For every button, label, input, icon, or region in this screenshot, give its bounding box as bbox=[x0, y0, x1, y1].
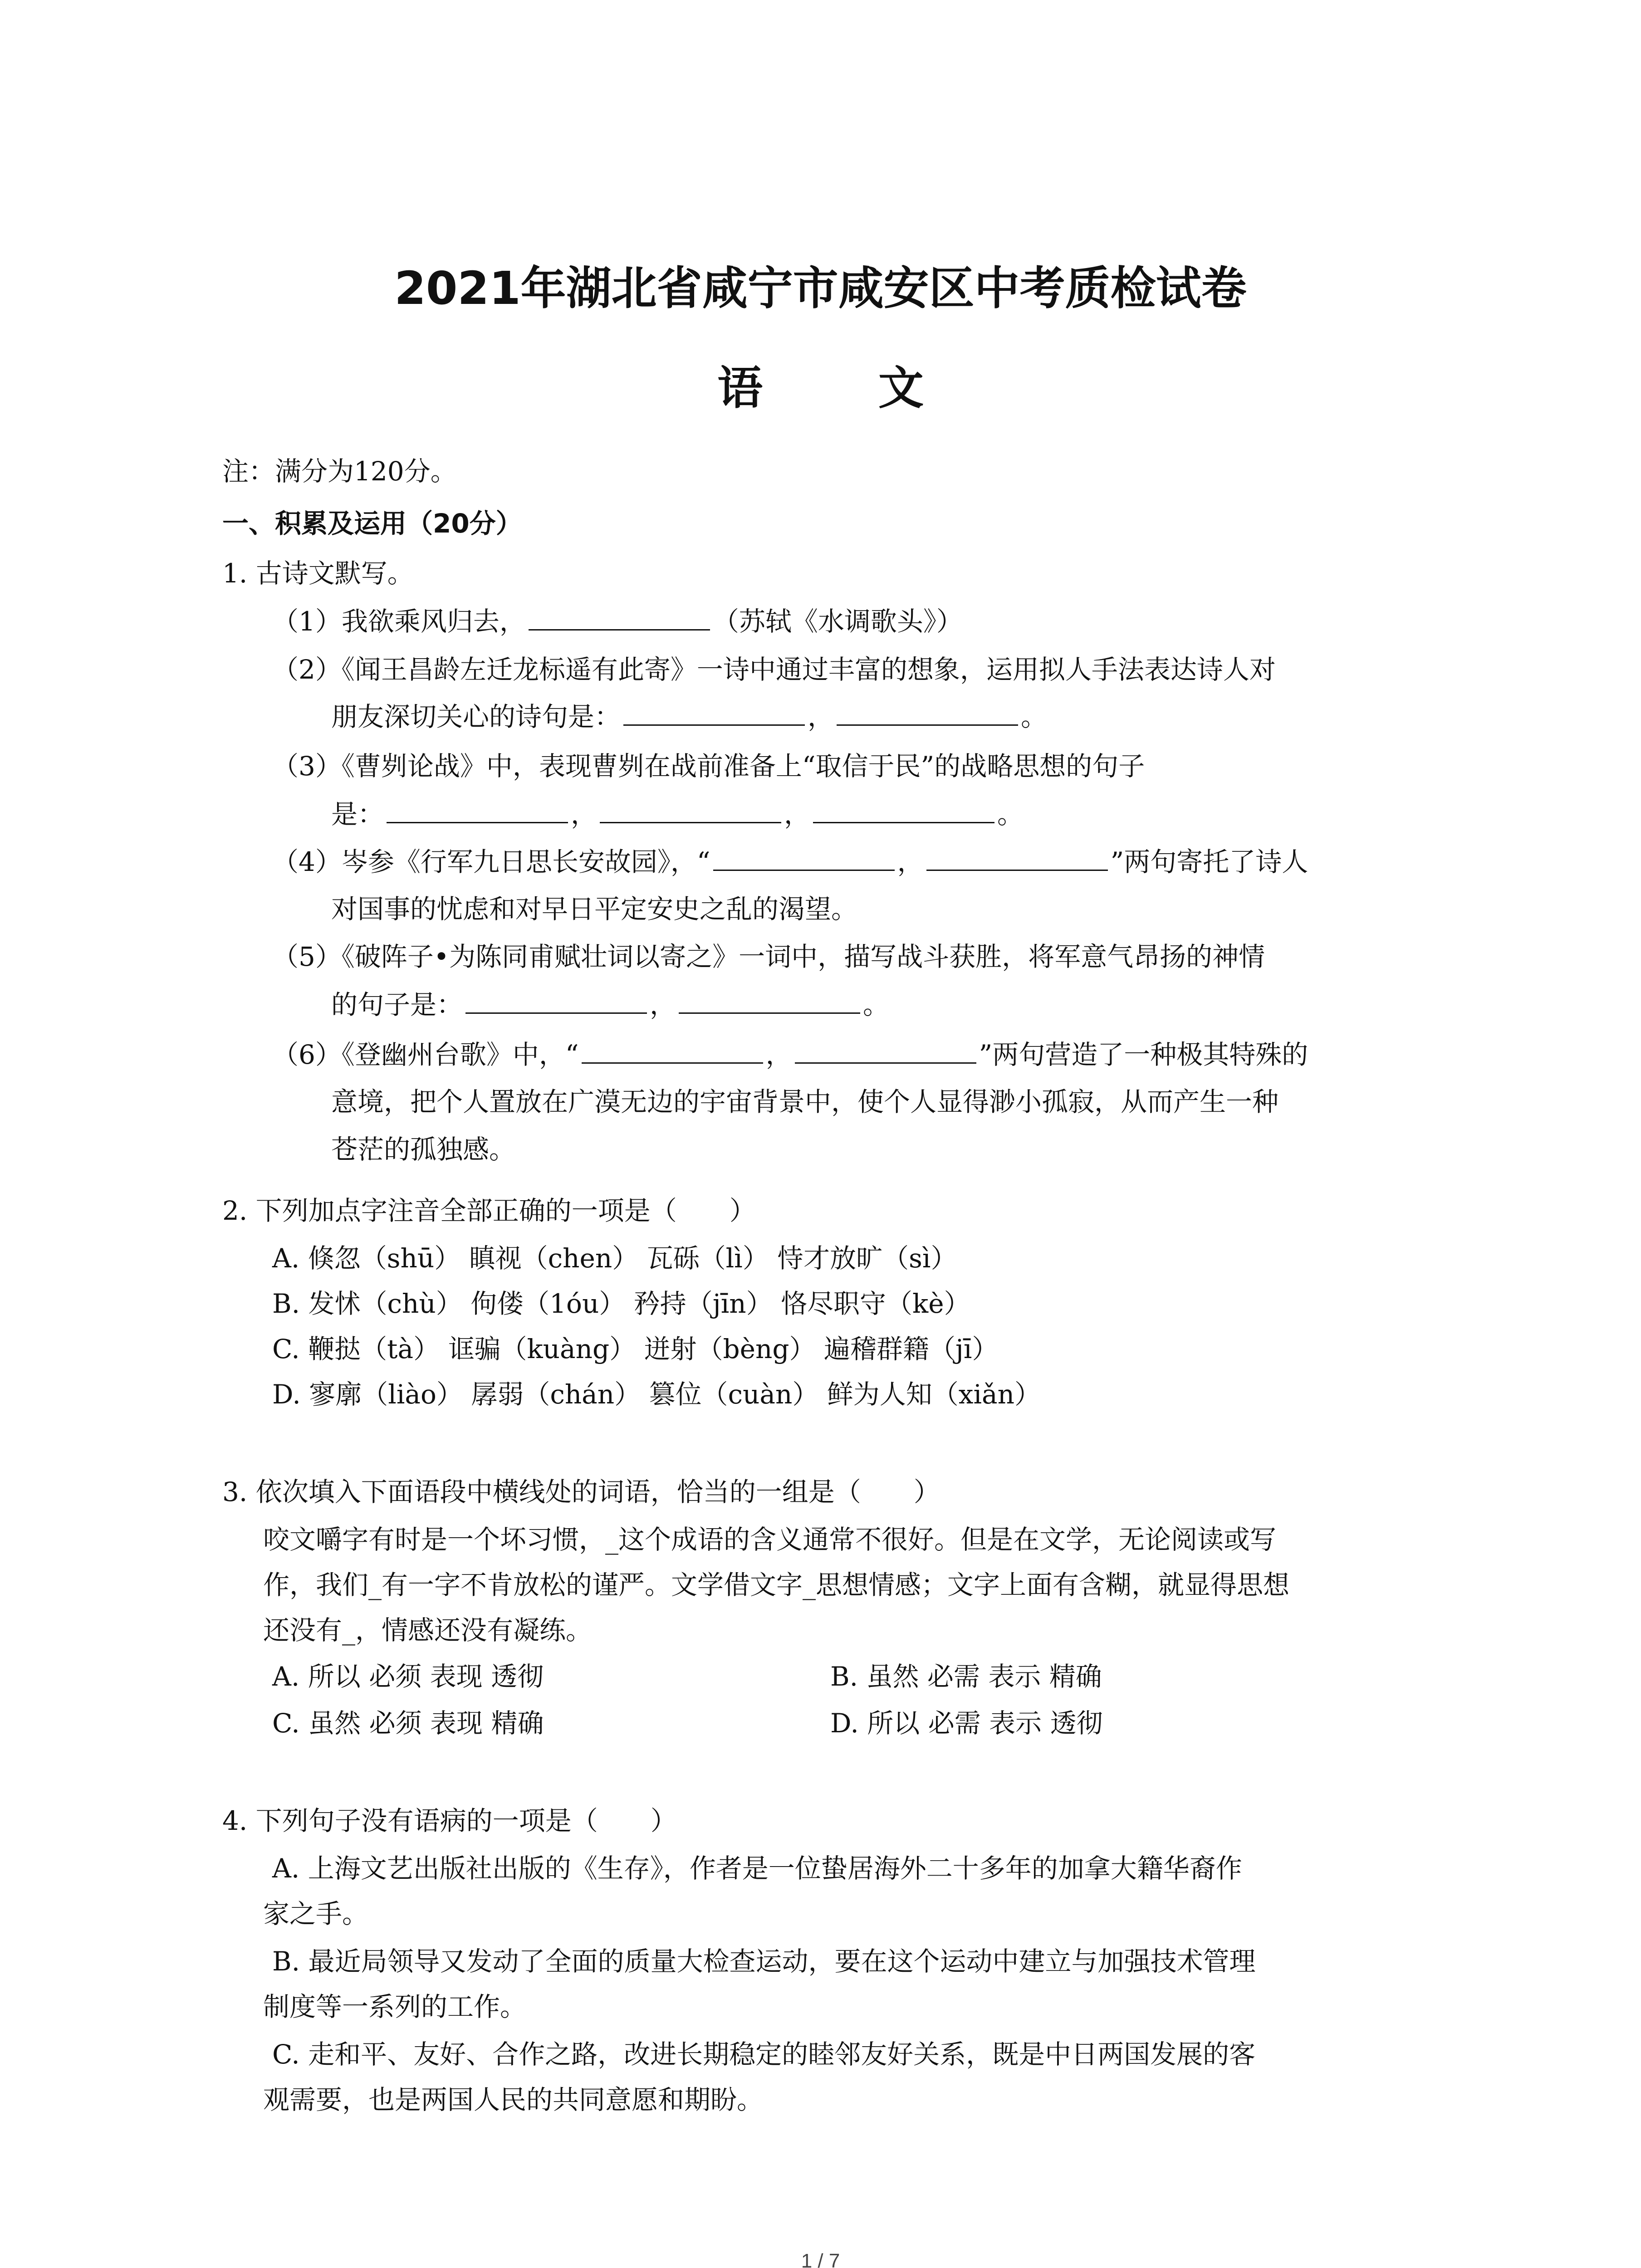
comma: ， bbox=[650, 989, 676, 1020]
q3-stem: 3. 依次填入下面语段中横线处的词语，恰当的一组是（ ） bbox=[222, 1476, 940, 1507]
q3-option-b[interactable]: B. 虽然 必需 表示 精确 bbox=[830, 1661, 1102, 1692]
comma: ， bbox=[808, 701, 834, 732]
q1-stem: 1. 古诗文默写。 bbox=[222, 558, 414, 589]
q3-option-a[interactable]: A. 所以 必须 表现 透彻 bbox=[272, 1661, 544, 1692]
q2-option-a[interactable]: A. 倏忽（shū） 瞋视（chen） 瓦砾（lì） 恃才放旷（sì） bbox=[272, 1243, 957, 1274]
answer-blank[interactable] bbox=[926, 846, 1108, 871]
q3-passage-line1: 咬文嚼字有时是一个坏习惯，_这个成语的含义通常不很好。但是在文学，无论阅读或写 bbox=[263, 1524, 1277, 1555]
q1-s2-label: （2） bbox=[272, 654, 342, 685]
answer-blank[interactable] bbox=[679, 989, 860, 1014]
q1-s5-text: 《破阵子•为陈同甫赋壮词以寄之》一词中，描写战斗获胜，将军意气昂扬的神情 bbox=[341, 941, 1265, 972]
answer-blank[interactable] bbox=[529, 606, 710, 631]
comma: ， bbox=[571, 799, 598, 830]
answer-blank[interactable] bbox=[713, 846, 895, 871]
q1-s1-text: 我欲乘风归去， bbox=[341, 606, 526, 637]
q1-item-5-line2 bbox=[331, 989, 889, 1021]
q1-item-1 bbox=[272, 606, 963, 638]
q2-option-d[interactable]: D. 寥廓（liào） 孱弱（chán） 篡位（cuàn） 鲜为人知（xiǎn） bbox=[272, 1379, 1041, 1410]
q1-s3-label: （3） bbox=[272, 751, 342, 782]
answer-blank[interactable] bbox=[623, 701, 805, 726]
q2-option-b[interactable]: B. 发怵（chù） 佝偻（1óu） 矜持（jīn） 恪尽职守（kè） bbox=[272, 1288, 970, 1319]
q1-s1-source: （苏轼《水调歌头》） bbox=[712, 606, 963, 637]
q1-s4-text: 岑参《行军九日思长安故园》，“ bbox=[341, 846, 710, 877]
page-number: 1 / 7 bbox=[801, 2250, 840, 2268]
answer-blank[interactable] bbox=[465, 989, 647, 1014]
comma: ， bbox=[765, 1039, 792, 1070]
q1-s4-label: （4） bbox=[272, 846, 342, 877]
q3-passage-line3: 还没有_，情感还没有凝练。 bbox=[263, 1615, 593, 1646]
q3-option-c[interactable]: C. 虽然 必须 表现 精确 bbox=[272, 1708, 544, 1739]
q1-item-2-line1 bbox=[272, 654, 1276, 686]
answer-blank[interactable] bbox=[387, 798, 568, 823]
q1-s2-text: 《闻王昌龄左迁龙标遥有此寄》一诗中通过丰富的想象，运用拟人手法表达诗人对 bbox=[341, 654, 1276, 685]
period: 。 bbox=[1021, 701, 1048, 732]
q2-option-c[interactable]: C. 鞭挞（tà） 诓骗（kuàng） 迸射（bèng） 遍稽群籍（jī） bbox=[272, 1334, 999, 1364]
q1-s4-text2: ”两句寄托了诗人 bbox=[1110, 846, 1308, 877]
q3-passage-line2: 作，我们_有一字不肯放松的谨严。文学借文字_思想情感；文字上面有含糊，就显得思想 bbox=[263, 1569, 1290, 1600]
q1-s6-text2: ”两句营造了一种极其特殊的 bbox=[979, 1039, 1308, 1070]
q1-s5-text2: 的句子是： bbox=[331, 989, 463, 1020]
answer-blank[interactable] bbox=[837, 701, 1018, 726]
period: 。 bbox=[997, 799, 1024, 830]
answer-blank[interactable] bbox=[582, 1039, 763, 1064]
q1-item-6-line2: 意境，把个人置放在广漠无边的宇宙背景中，使个人显得渺小孤寂，从而产生一种 bbox=[331, 1086, 1279, 1117]
comma: ， bbox=[897, 846, 924, 877]
q4-stem: 4. 下列句子没有语病的一项是（ ） bbox=[222, 1805, 677, 1836]
q4-option-b-line2: 制度等一系列的工作。 bbox=[263, 1991, 527, 2022]
q4-option-a-line1[interactable]: A. 上海文艺出版社出版的《生存》，作者是一位蛰居海外二十多年的加拿大籍华裔作 bbox=[272, 1853, 1242, 1884]
q1-s5-label: （5） bbox=[272, 941, 342, 972]
q4-option-b-line1[interactable]: B. 最近局领导又发动了全面的质量大检查运动，要在这个运动中建立与加强技术管理 bbox=[272, 1946, 1256, 1977]
exam-title: 2021年湖北省咸宁市咸安区中考质检试卷 bbox=[394, 262, 1247, 315]
q3-option-d[interactable]: D. 所以 必需 表示 透彻 bbox=[830, 1708, 1103, 1739]
q2-stem: 2. 下列加点字注音全部正确的一项是（ ） bbox=[222, 1195, 756, 1226]
q1-s6-label: （6） bbox=[272, 1039, 342, 1070]
q1-s3-text: 《曹刿论战》中，表现曹刿在战前准备上“取信于民”的战略思想的句子 bbox=[341, 751, 1145, 782]
q1-s2-text2: 朋友深切关心的诗句是： bbox=[331, 701, 621, 732]
q1-item-6-line3: 苍茫的孤独感。 bbox=[331, 1134, 516, 1165]
q4-option-c-line2: 观需要，也是两国人民的共同意愿和期盼。 bbox=[263, 2084, 764, 2115]
q1-s1-label: （1） bbox=[272, 606, 342, 637]
period: 。 bbox=[863, 989, 890, 1020]
subject-title: 语 文 bbox=[717, 362, 974, 415]
score-note: 注：满分为120分。 bbox=[222, 456, 457, 487]
q1-item-3-line2 bbox=[331, 798, 1024, 831]
answer-blank[interactable] bbox=[600, 798, 781, 823]
section-heading: 一、积累及运用（20分） bbox=[222, 508, 522, 539]
q1-item-4-line1 bbox=[272, 846, 1308, 878]
q1-item-2-line2 bbox=[331, 701, 1047, 733]
q1-item-6-line1 bbox=[272, 1039, 1308, 1071]
comma: ， bbox=[784, 799, 811, 830]
answer-blank[interactable] bbox=[795, 1039, 976, 1064]
q1-s3-text2: 是： bbox=[331, 799, 384, 830]
q4-option-c-line1[interactable]: C. 走和平、友好、合作之路，改进长期稳定的睦邻友好关系，既是中日两国发展的客 bbox=[272, 2039, 1256, 2070]
q1-s6-text: 《登幽州台歌》中，“ bbox=[341, 1039, 579, 1070]
q1-item-4-line2: 对国事的忧虑和对早日平定安史之乱的渴望。 bbox=[331, 894, 858, 924]
q4-option-a-line2: 家之手。 bbox=[263, 1898, 369, 1929]
q1-item-3-line1 bbox=[272, 751, 1145, 782]
answer-blank[interactable] bbox=[813, 798, 994, 823]
q1-item-5-line1 bbox=[272, 941, 1265, 973]
